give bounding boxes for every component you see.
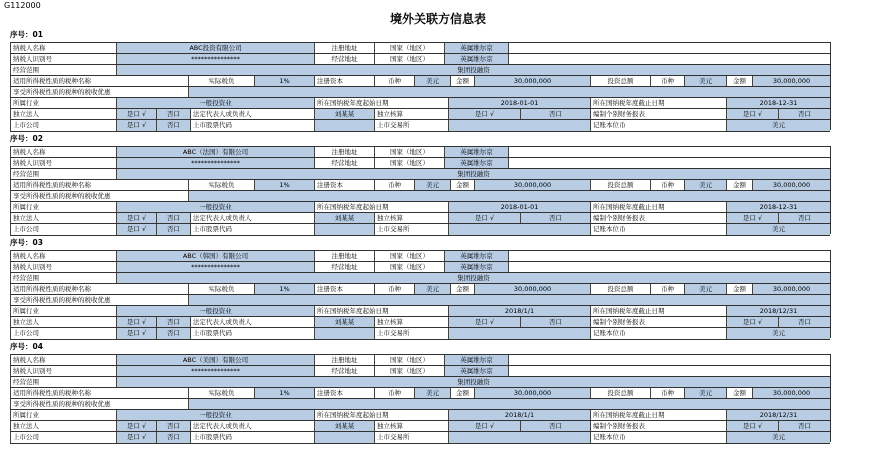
label-country: 国家（地区） [374, 43, 444, 54]
reg-capital-amount: 30,000,000 [474, 284, 590, 295]
label-independent: 独立法人 [10, 421, 116, 432]
table-frame [10, 250, 831, 338]
yes-checkbox: 是口 √ [726, 109, 778, 120]
label-country: 国家（地区） [374, 158, 444, 169]
no-checkbox: 否口 [156, 432, 190, 443]
tax-rate: 1% [254, 284, 314, 295]
label-amount: 金额 [450, 284, 474, 295]
label-independent-acct: 独立核算 [374, 317, 448, 328]
label-country: 国家（地区） [374, 251, 444, 262]
label-separate-fs: 编制个别财务报表 [590, 109, 726, 120]
label-exchange: 上市交易所 [374, 224, 448, 235]
yes-checkbox: 是口 √ [448, 109, 520, 120]
country-value: 英属维尔京 [444, 54, 508, 65]
no-checkbox: 否口 [156, 421, 190, 432]
label-reg-address: 注册地址 [314, 147, 374, 158]
label-country: 国家（地区） [374, 262, 444, 273]
industry-value: 一般投资业 [116, 410, 314, 421]
label-fy-end: 所在国纳税年度截止日期 [590, 202, 726, 213]
no-checkbox: 否口 [520, 109, 590, 120]
company-name: ABC（韩国）有限公司 [116, 251, 314, 262]
legal-rep-value: 刘某某 [314, 213, 374, 224]
label-separate-fs: 编制个别财务报表 [590, 213, 726, 224]
table-frame [10, 354, 831, 442]
label-country: 国家（地区） [374, 366, 444, 377]
label-applicable-tax: 适用所得税性质的税种名称 [10, 284, 188, 295]
label-independent-acct: 独立核算 [374, 213, 448, 224]
label-amount: 金额 [726, 76, 752, 87]
section-number: 序号：03 [10, 238, 43, 247]
label-legal-rep: 法定代表人或负责人 [190, 421, 314, 432]
section-number: 序号：01 [10, 30, 43, 39]
label-fy-end: 所在国纳税年度截止日期 [590, 306, 726, 317]
label-industry: 所属行业 [10, 410, 116, 421]
label-independent: 独立法人 [10, 109, 116, 120]
currency-value: 美元 [414, 388, 450, 399]
scope-value: 集团投融资 [116, 169, 830, 180]
no-checkbox: 否口 [156, 213, 190, 224]
label-country: 国家（地区） [374, 355, 444, 366]
label-country: 国家（地区） [374, 147, 444, 158]
label-listed: 上市公司 [10, 432, 116, 443]
label-bookkeeping-currency: 记账本位币 [590, 224, 726, 235]
label-taxpayer-name: 纳税人名称 [10, 251, 116, 262]
no-checkbox: 否口 [520, 317, 590, 328]
currency-value: 美元 [684, 76, 726, 87]
label-industry: 所属行业 [10, 202, 116, 213]
label-independent-acct: 独立核算 [374, 421, 448, 432]
label-stock-code: 上市股票代码 [190, 432, 314, 443]
yes-checkbox: 是口 √ [116, 432, 156, 443]
label-reg-capital: 注册资本 [314, 76, 374, 87]
related-party-section [10, 342, 830, 443]
scope-value: 集团投融资 [116, 377, 830, 388]
currency-value: 美元 [684, 284, 726, 295]
label-currency: 币种 [650, 284, 684, 295]
label-country: 国家（地区） [374, 54, 444, 65]
related-party-section [10, 238, 830, 339]
label-listed: 上市公司 [10, 328, 116, 339]
label-total-investment: 投资总额 [590, 284, 650, 295]
total-investment-amount: 30,000,000 [752, 284, 830, 295]
tax-rate: 1% [254, 388, 314, 399]
label-amount: 金额 [450, 388, 474, 399]
no-checkbox: 否口 [778, 109, 830, 120]
legal-rep-value: 刘某某 [314, 109, 374, 120]
label-separate-fs: 编制个别财务报表 [590, 317, 726, 328]
label-exchange: 上市交易所 [374, 120, 448, 131]
label-exchange: 上市交易所 [374, 432, 448, 443]
total-investment-amount: 30,000,000 [752, 388, 830, 399]
label-separate-fs: 编制个别财务报表 [590, 421, 726, 432]
section-number: 序号：02 [10, 134, 43, 143]
bookkeeping-currency-value: 美元 [726, 120, 830, 131]
table-frame [10, 146, 831, 234]
no-checkbox: 否口 [156, 224, 190, 235]
yes-checkbox: 是口 √ [116, 109, 156, 120]
no-checkbox: 否口 [156, 109, 190, 120]
label-biz-address: 经营地址 [314, 158, 374, 169]
yes-checkbox: 是口 √ [116, 213, 156, 224]
fy-start-date: 2018-01-01 [448, 98, 590, 109]
taxpayer-id-value: *************** [116, 158, 314, 169]
fy-start-date: 2018-01-01 [448, 202, 590, 213]
label-scope: 经营范围 [10, 377, 116, 388]
total-investment-amount: 30,000,000 [752, 180, 830, 191]
label-taxpayer-name: 纳税人名称 [10, 355, 116, 366]
tax-rate: 1% [254, 76, 314, 87]
label-amount: 金额 [726, 180, 752, 191]
scope-value: 集团投融资 [116, 65, 830, 76]
label-biz-address: 经营地址 [314, 262, 374, 273]
yes-checkbox: 是口 √ [726, 213, 778, 224]
label-actual-tax: 实际税负 [188, 284, 254, 295]
label-bookkeeping-currency: 记账本位币 [590, 120, 726, 131]
label-preferential: 享受所得税性质的税种的税收优惠 [10, 87, 188, 98]
yes-checkbox: 是口 √ [448, 421, 520, 432]
label-stock-code: 上市股票代码 [190, 120, 314, 131]
currency-value: 美元 [684, 180, 726, 191]
label-independent-acct: 独立核算 [374, 109, 448, 120]
label-preferential: 享受所得税性质的税种的税收优惠 [10, 191, 188, 202]
table-frame [10, 42, 831, 130]
reg-capital-amount: 30,000,000 [474, 180, 590, 191]
label-total-investment: 投资总额 [590, 180, 650, 191]
label-currency: 币种 [650, 76, 684, 87]
label-independent: 独立法人 [10, 317, 116, 328]
fy-end-date: 2018-12-31 [726, 98, 830, 109]
scope-value: 集团投融资 [116, 273, 830, 284]
reg-capital-amount: 30,000,000 [474, 76, 590, 87]
document-code: G112000 [4, 1, 41, 10]
section-number: 序号：04 [10, 342, 43, 351]
no-checkbox: 否口 [156, 120, 190, 131]
yes-checkbox: 是口 √ [726, 421, 778, 432]
label-taxpayer-name: 纳税人名称 [10, 147, 116, 158]
label-bookkeeping-currency: 记账本位币 [590, 328, 726, 339]
label-scope: 经营范围 [10, 273, 116, 284]
bookkeeping-currency-value: 美元 [726, 432, 830, 443]
label-applicable-tax: 适用所得税性质的税种名称 [10, 76, 188, 87]
label-amount: 金额 [726, 388, 752, 399]
currency-value: 美元 [414, 284, 450, 295]
label-taxpayer-id: 纳税人识别号 [10, 158, 116, 169]
label-fy-end: 所在国纳税年度截止日期 [590, 410, 726, 421]
label-actual-tax: 实际税负 [188, 388, 254, 399]
country-value: 英属维尔京 [444, 147, 508, 158]
label-fy-start: 所在国纳税年度起始日期 [314, 306, 448, 317]
bookkeeping-currency-value: 美元 [726, 328, 830, 339]
label-currency: 币种 [650, 388, 684, 399]
label-reg-address: 注册地址 [314, 251, 374, 262]
label-reg-address: 注册地址 [314, 355, 374, 366]
label-bookkeeping-currency: 记账本位币 [590, 432, 726, 443]
label-taxpayer-name: 纳税人名称 [10, 43, 116, 54]
currency-value: 美元 [414, 180, 450, 191]
company-name: ABC（法国）有限公司 [116, 147, 314, 158]
label-legal-rep: 法定代表人或负责人 [190, 317, 314, 328]
label-applicable-tax: 适用所得税性质的税种名称 [10, 180, 188, 191]
label-exchange: 上市交易所 [374, 328, 448, 339]
yes-checkbox: 是口 √ [116, 224, 156, 235]
yes-checkbox: 是口 √ [726, 317, 778, 328]
no-checkbox: 否口 [156, 328, 190, 339]
label-amount: 金额 [450, 180, 474, 191]
industry-value: 一般投资业 [116, 202, 314, 213]
yes-checkbox: 是口 √ [116, 120, 156, 131]
label-industry: 所属行业 [10, 306, 116, 317]
label-applicable-tax: 适用所得税性质的税种名称 [10, 388, 188, 399]
country-value: 英属维尔京 [444, 262, 508, 273]
label-preferential: 享受所得税性质的税种的税收优惠 [10, 295, 188, 306]
yes-checkbox: 是口 √ [448, 317, 520, 328]
yes-checkbox: 是口 √ [116, 421, 156, 432]
label-currency: 币种 [650, 180, 684, 191]
label-legal-rep: 法定代表人或负责人 [190, 109, 314, 120]
no-checkbox: 否口 [778, 317, 830, 328]
country-value: 英属维尔京 [444, 251, 508, 262]
taxpayer-id-value: *************** [116, 262, 314, 273]
label-stock-code: 上市股票代码 [190, 224, 314, 235]
label-currency: 币种 [374, 284, 414, 295]
label-fy-start: 所在国纳税年度起始日期 [314, 410, 448, 421]
industry-value: 一般投资业 [116, 306, 314, 317]
label-taxpayer-id: 纳税人识别号 [10, 262, 116, 273]
label-fy-start: 所在国纳税年度起始日期 [314, 202, 448, 213]
yes-checkbox: 是口 √ [116, 317, 156, 328]
label-biz-address: 经营地址 [314, 366, 374, 377]
legal-rep-value: 刘某某 [314, 317, 374, 328]
company-name: ABC（美国）有限公司 [116, 355, 314, 366]
related-party-section [10, 134, 830, 235]
no-checkbox: 否口 [778, 421, 830, 432]
country-value: 英属维尔京 [444, 43, 508, 54]
label-total-investment: 投资总额 [590, 388, 650, 399]
label-biz-address: 经营地址 [314, 54, 374, 65]
label-currency: 币种 [374, 388, 414, 399]
label-taxpayer-id: 纳税人识别号 [10, 366, 116, 377]
fy-end-date: 2018/12/31 [726, 410, 830, 421]
label-actual-tax: 实际税负 [188, 180, 254, 191]
label-stock-code: 上市股票代码 [190, 328, 314, 339]
yes-checkbox: 是口 √ [116, 328, 156, 339]
label-industry: 所属行业 [10, 98, 116, 109]
taxpayer-id-value: *************** [116, 54, 314, 65]
label-fy-end: 所在国纳税年度截止日期 [590, 98, 726, 109]
fy-start-date: 2018/1/1 [448, 410, 590, 421]
document-title: 境外关联方信息表 [389, 12, 486, 26]
industry-value: 一般投资业 [116, 98, 314, 109]
yes-checkbox: 是口 √ [448, 213, 520, 224]
label-listed: 上市公司 [10, 224, 116, 235]
label-total-investment: 投资总额 [590, 76, 650, 87]
no-checkbox: 否口 [520, 421, 590, 432]
fy-end-date: 2018/12/31 [726, 306, 830, 317]
label-reg-capital: 注册资本 [314, 284, 374, 295]
related-party-section [10, 30, 830, 131]
label-taxpayer-id: 纳税人识别号 [10, 54, 116, 65]
label-amount: 金额 [726, 284, 752, 295]
total-investment-amount: 30,000,000 [752, 76, 830, 87]
fy-start-date: 2018/1/1 [448, 306, 590, 317]
country-value: 英属维尔京 [444, 355, 508, 366]
reg-capital-amount: 30,000,000 [474, 388, 590, 399]
bookkeeping-currency-value: 美元 [726, 224, 830, 235]
label-scope: 经营范围 [10, 169, 116, 180]
no-checkbox: 否口 [520, 213, 590, 224]
label-listed: 上市公司 [10, 120, 116, 131]
fy-end-date: 2018-12-31 [726, 202, 830, 213]
currency-value: 美元 [414, 76, 450, 87]
company-name: ABC投资有限公司 [116, 43, 314, 54]
no-checkbox: 否口 [778, 213, 830, 224]
label-reg-address: 注册地址 [314, 43, 374, 54]
label-legal-rep: 法定代表人或负责人 [190, 213, 314, 224]
label-currency: 币种 [374, 76, 414, 87]
tax-rate: 1% [254, 180, 314, 191]
label-reg-capital: 注册资本 [314, 388, 374, 399]
taxpayer-id-value: *************** [116, 366, 314, 377]
country-value: 英属维尔京 [444, 366, 508, 377]
label-fy-start: 所在国纳税年度起始日期 [314, 98, 448, 109]
currency-value: 美元 [684, 388, 726, 399]
label-reg-capital: 注册资本 [314, 180, 374, 191]
label-scope: 经营范围 [10, 65, 116, 76]
label-actual-tax: 实际税负 [188, 76, 254, 87]
label-independent: 独立法人 [10, 213, 116, 224]
label-currency: 币种 [374, 180, 414, 191]
label-amount: 金额 [450, 76, 474, 87]
country-value: 英属维尔京 [444, 158, 508, 169]
legal-rep-value: 刘某某 [314, 421, 374, 432]
label-preferential: 享受所得税性质的税种的税收优惠 [10, 399, 188, 410]
no-checkbox: 否口 [156, 317, 190, 328]
